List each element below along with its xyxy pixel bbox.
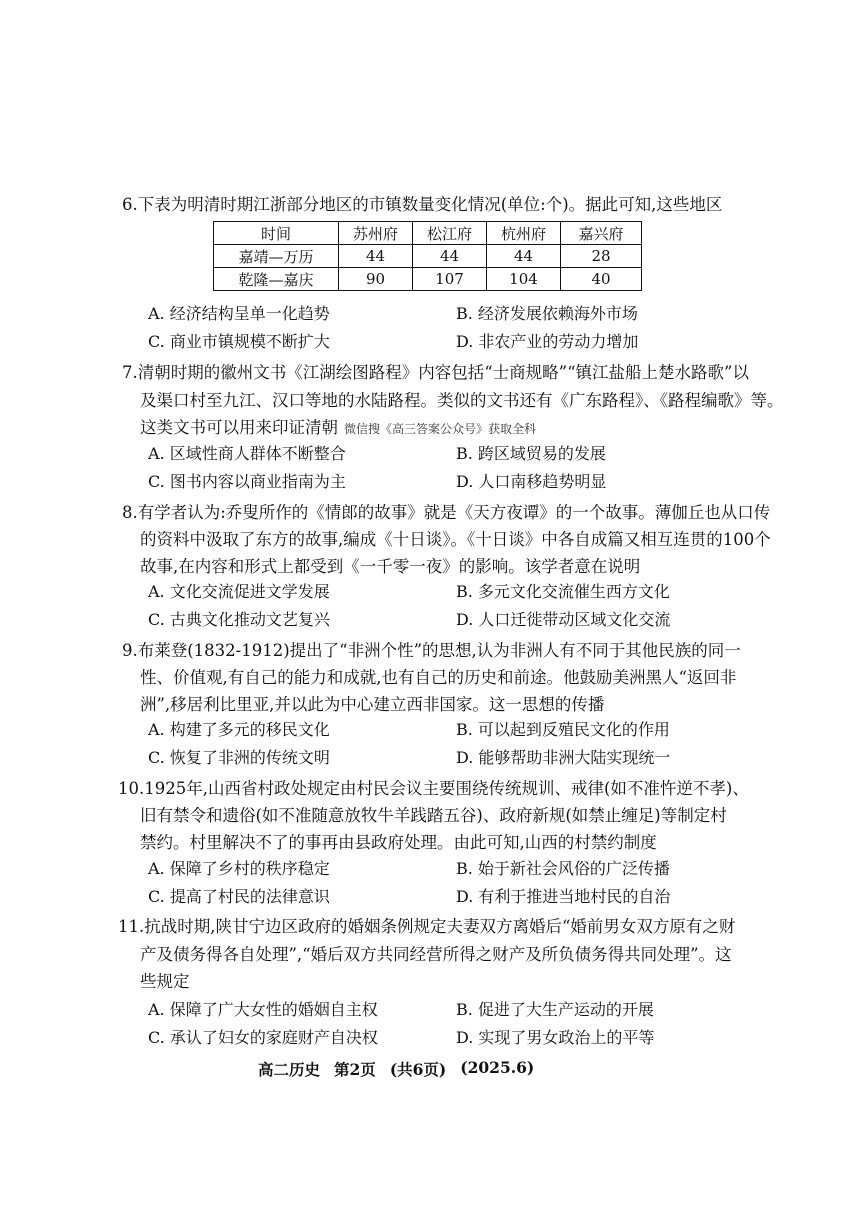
- q6-stem: 6.下表为明清时期江浙部分地区的市镇数量变化情况(单位:个)。据此可知,这些地区: [122, 195, 723, 214]
- footer-subject: 高二历史: [258, 1060, 321, 1079]
- q11-option-b[interactable]: B. 促进了大生产运动的开展: [456, 1000, 654, 1019]
- table-row: [214, 268, 642, 291]
- q9-option-c[interactable]: C. 恢复了非洲的传统文明: [148, 748, 330, 767]
- q10-stem-line: 禁约。村里解决不了的事再由县政府处理。由此可知,山西的村禁约制度: [140, 833, 657, 852]
- footer-date: (2025.6): [460, 1058, 535, 1077]
- footer-page: 第2页: [334, 1060, 376, 1079]
- q10-option-b[interactable]: B. 始于新社会风俗的广泛传播: [456, 859, 670, 878]
- q11-stem-line: 产及债务得各自处理”,“婚后双方共同经营所得之财产及所负债务得共同处理”。这: [140, 945, 732, 964]
- q8-option-b[interactable]: B. 多元文化交流催生西方文化: [456, 582, 670, 601]
- table-header: 嘉兴府: [561, 222, 642, 245]
- q8-option-c[interactable]: C. 古典文化推动文艺复兴: [148, 610, 330, 629]
- table-cell: 44: [339, 245, 413, 268]
- q9-stem-line: 9.布莱登(1832-1912)提出了“非洲个性”的思想,认为非洲人有不同于其他民族的同一: [122, 641, 741, 660]
- q11-option-a[interactable]: A. 保障了广大女性的婚姻自主权: [148, 1000, 378, 1019]
- q9-option-b[interactable]: B. 可以起到反殖民文化的作用: [456, 720, 670, 739]
- table-cell: 28: [561, 245, 642, 268]
- table-header: 杭州府: [487, 222, 561, 245]
- q6-option-a[interactable]: A. 经济结构呈单一化趋势: [148, 304, 330, 323]
- table-header-row: [214, 222, 642, 245]
- q10-option-c[interactable]: C. 提高了村民的法律意识: [148, 887, 330, 906]
- q9-stem-line: 性、价值观,有自己的能力和成就,也有自己的历史和前途。他鼓励美洲黑人“返回非: [140, 668, 737, 687]
- q11-option-c[interactable]: C. 承认了妇女的家庭财产自决权: [148, 1028, 378, 1047]
- q6-option-d[interactable]: D. 非农产业的劳动力增加: [456, 332, 639, 351]
- q10-option-a[interactable]: A. 保障了乡村的秩序稳定: [148, 859, 330, 878]
- q11-stem-line: 11.抗战时期,陕甘宁边区政府的婚姻条例规定夫妻双方离婚后“婚前男女双方原有之财: [118, 917, 736, 936]
- q10-option-d[interactable]: D. 有利于推进当地村民的自治: [456, 887, 671, 906]
- table-cell: 107: [413, 268, 487, 291]
- watermark-text: 微信搜《高三答案公众号》获取全科: [344, 422, 537, 436]
- footer-total: (共6页): [389, 1060, 447, 1079]
- q7-stem-line: 及渠口村至九江、汉口等地的水陆路程。类似的文书还有《广东路程》、《路程编歌》等。: [140, 391, 784, 410]
- q11-stem-line: 些规定: [140, 972, 190, 991]
- q8-stem-line: 故事,在内容和形式上都受到《一千零一夜》的影响。该学者意在说明: [140, 557, 641, 576]
- table-cell: 嘉靖—万历: [214, 245, 339, 268]
- q8-option-d[interactable]: D. 人口迁徙带动区域文化交流: [456, 610, 671, 629]
- table-cell: 44: [413, 245, 487, 268]
- q8-option-a[interactable]: A. 文化交流促进文学发展: [148, 582, 330, 601]
- table-header: 苏州府: [339, 222, 413, 245]
- q8-stem-line: 的资料中汲取了东方的故事,编成《十日谈》。《十日谈》中各自成篇又相互连贯的100个: [140, 530, 771, 549]
- q7-option-c[interactable]: C. 图书内容以商业指南为主: [148, 472, 346, 491]
- q7-stem-line: 这类文书可以用来印证清朝: [140, 418, 338, 437]
- q9-option-a[interactable]: A. 构建了多元的移民文化: [148, 720, 330, 739]
- q8-stem-line: 8.有学者认为:乔叟所作的《情郎的故事》就是《天方夜谭》的一个故事。薄伽丘也从口传: [122, 503, 771, 522]
- market-town-table: [213, 221, 642, 291]
- table-cell: 40: [561, 268, 642, 291]
- table-header: 时间: [214, 222, 339, 245]
- q10-stem-line: 10.1925年,山西省村政处规定由村民会议主要围绕传统规训、戒律(如不准忤逆不孝)、: [118, 779, 749, 798]
- q6-option-c[interactable]: C. 商业市镇规模不断扩大: [148, 332, 330, 351]
- table-header: 松江府: [413, 222, 487, 245]
- table-cell: 44: [487, 245, 561, 268]
- q9-option-d[interactable]: D. 能够帮助非洲大陆实现统一: [456, 748, 671, 767]
- q10-stem-line: 旧有禁令和遗俗(如不准随意放牧牛羊践踏五谷)、政府新规(如禁止缠足)等制定村: [140, 806, 727, 825]
- q11-option-d[interactable]: D. 实现了男女政治上的平等: [456, 1028, 655, 1047]
- q6-option-b[interactable]: B. 经济发展依赖海外市场: [456, 304, 638, 323]
- q7-option-a[interactable]: A. 区域性商人群体不断整合: [148, 444, 346, 463]
- table-row: [214, 245, 642, 268]
- table-cell: 乾隆—嘉庆: [214, 268, 339, 291]
- q7-option-b[interactable]: B. 跨区域贸易的发展: [456, 444, 606, 463]
- page-footer: [258, 1058, 534, 1080]
- q9-stem-line: 洲”,移居利比里亚,并以此为中心建立西非国家。这一思想的传播: [140, 695, 605, 714]
- q7-stem-line: 7.清朝时期的徽州文书《江湖绘图路程》内容包括“士商规略”“镇江盐船上楚水路歌”以: [122, 363, 749, 382]
- table-cell: 90: [339, 268, 413, 291]
- table-cell: 104: [487, 268, 561, 291]
- q7-option-d[interactable]: D. 人口南移趋势明显: [456, 472, 607, 491]
